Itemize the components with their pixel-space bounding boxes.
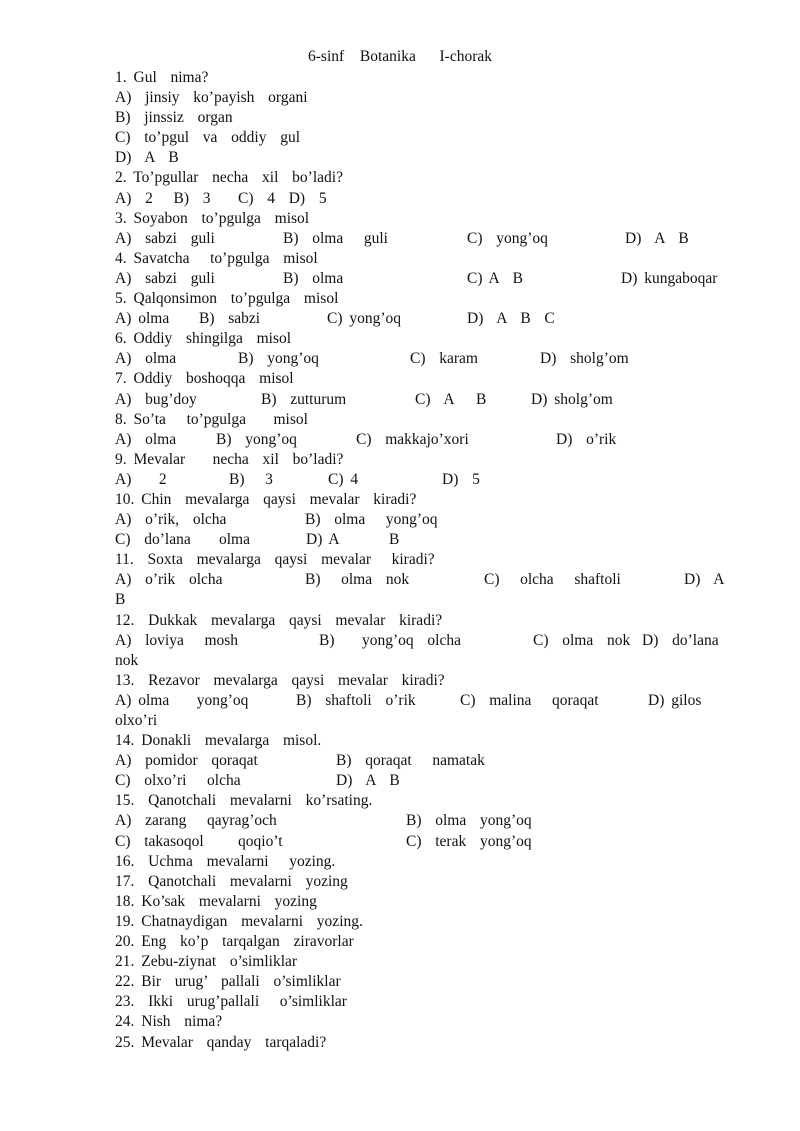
answer-option: D) A [306, 531, 340, 549]
text-line [115, 711, 727, 731]
answer-option: C) makkajo’xori [356, 430, 469, 448]
text-line [115, 189, 727, 209]
line-text: 19. Chatnaydigan mevalarni yozing. [115, 912, 363, 930]
answer-option: C) takasoqol qoqio’t [115, 832, 283, 850]
answer-option: A) olma [115, 310, 170, 328]
text-line [115, 349, 727, 369]
text-line [115, 550, 727, 570]
line-text: 24. Nish nima? [115, 1013, 223, 1031]
answer-option: A) sabzi guli [115, 229, 215, 247]
text-line [115, 470, 727, 490]
line-text: C) to’pgul va oddiy gul [115, 129, 301, 147]
text-line [115, 952, 727, 972]
text-line [115, 811, 727, 831]
text-line [115, 309, 727, 329]
answer-option: C) terak yong’oq [406, 832, 532, 850]
line-text: 14. Donakli mevalarga misol. [115, 732, 322, 750]
answer-option: A) o’rik, olcha [115, 511, 227, 529]
text-line [115, 691, 727, 711]
answer-option: B) shaftoli o’rik [296, 691, 416, 709]
text-line [115, 108, 727, 128]
answer-option: B) yong’oq [238, 350, 319, 368]
text-line [115, 832, 727, 852]
line-text: 22. Bir urug’ pallali o’simliklar [115, 973, 341, 991]
line-text: 6. Oddiy shingilga misol [115, 330, 292, 348]
question-list [115, 68, 727, 1053]
answer-option: D) A [684, 571, 725, 589]
answer-option: B) olma yong’oq [406, 812, 532, 830]
line-text: 1. Gul nima? [115, 69, 209, 86]
line-text: 15. Qanotchali mevalarni ko’rsating. [115, 792, 373, 810]
line-text: 21. Zebu-ziynat o’simliklar [115, 953, 298, 971]
text-line [115, 972, 727, 992]
answer-option: C) do’lana [115, 531, 191, 549]
answer-option: A) olma yong’oq [115, 691, 249, 709]
line-text: 13. Rezavor mevalarga qaysi mevalar kiradi? [115, 671, 445, 689]
text-line [115, 510, 727, 530]
text-line [115, 68, 727, 88]
text-line [115, 1012, 727, 1032]
text-line [115, 410, 727, 430]
text-line [115, 269, 727, 289]
text-line [115, 731, 727, 751]
line-text: nok [115, 651, 139, 669]
text-line [115, 490, 727, 510]
answer-option: B [476, 390, 487, 408]
answer-option: B) yong’oq olcha [319, 631, 461, 649]
line-text: B [115, 591, 126, 609]
line-text: 11. Soxta mevalarga qaysi mevalar kiradi? [115, 551, 435, 569]
answer-option: B) zutturum [261, 390, 347, 408]
text-line [115, 168, 727, 188]
answer-option: D) sholg’om [540, 350, 629, 368]
answer-option: A) zarang qayrag’och [115, 812, 277, 830]
line-text: 25. Mevalar qanday tarqaladi? [115, 1033, 327, 1051]
text-line [115, 872, 727, 892]
line-text: olxo’ri [115, 712, 158, 729]
text-line [115, 369, 727, 389]
answer-option: A) pomidor qoraqat [115, 752, 258, 770]
answer-option: B) olma [283, 269, 344, 287]
text-line [115, 430, 727, 450]
answer-option: A) bug’doy [115, 390, 197, 408]
line-text: 4. Savatcha to’pgulga misol [115, 249, 318, 267]
line-text: 20. Eng ko’p tarqalgan ziravorlar [115, 933, 354, 951]
line-text: 2. To’pgullar necha xil bo’ladi? [115, 169, 343, 187]
answer-option: B) olma guli [283, 229, 388, 247]
answer-option: A) 2 [115, 470, 167, 488]
text-line [115, 590, 727, 610]
text-line [115, 289, 727, 309]
text-line [115, 229, 727, 249]
line-text: A) jinsiy ko’payish organi [115, 89, 308, 107]
text-line [115, 791, 727, 811]
answer-option: olma [219, 531, 250, 549]
answer-option: C) olcha shaftoli [484, 571, 621, 589]
answer-option: C) olma nok [533, 631, 631, 649]
answer-option: C) A B [467, 269, 523, 287]
line-text: 9. Mevalar necha xil bo’ladi? [115, 450, 344, 468]
text-line [115, 1033, 727, 1053]
line-text: 10. Chin mevalarga qaysi mevalar kiradi? [115, 490, 417, 508]
text-line [115, 390, 727, 410]
answer-option: A) o’rik olcha [115, 571, 223, 589]
answer-option: A) loviya mosh [115, 631, 239, 649]
answer-option: D) 5 [442, 470, 480, 488]
answer-option: B) yong’oq [216, 430, 297, 448]
line-text: 16. Uchma mevalarni yozing. [115, 852, 336, 870]
answer-option: B) olma yong’oq [305, 511, 438, 529]
line-text: 7. Oddiy boshoqqa misol [115, 370, 294, 388]
line-text: 8. So’ta to’pgulga misol [115, 410, 308, 428]
answer-option: B) 3 [229, 470, 273, 488]
text-line [115, 892, 727, 912]
answer-option: C) 4 [328, 470, 359, 488]
answer-option: C) malina qoraqat [460, 691, 599, 709]
answer-option: C) A [415, 390, 455, 408]
answer-option: D) gilos [648, 691, 702, 709]
line-text: 18. Ko’sak mevalarni yozing [115, 892, 317, 910]
answer-option: D) A B C [467, 310, 555, 328]
text-line [115, 329, 727, 349]
answer-option: D) sholg’om [531, 390, 613, 408]
text-line [115, 852, 727, 872]
line-text: D) A B [115, 149, 179, 167]
text-line [115, 611, 727, 631]
line-text: 17. Qanotchali mevalarni yozing [115, 872, 348, 890]
text-line [115, 148, 727, 168]
text-line [115, 249, 727, 269]
answer-option: C) yong’oq [467, 229, 548, 247]
answer-option: C) karam [410, 350, 478, 368]
line-text: B) jinssiz organ [115, 109, 233, 127]
line-text: A) 2 B) 3 C) 4 D) 5 [115, 189, 327, 207]
answer-option: A) olma [115, 350, 177, 368]
line-text: 23. Ikki urug’pallali o’simliklar [115, 993, 347, 1011]
text-line [115, 570, 727, 590]
answer-option: C) yong’oq [327, 310, 402, 328]
answer-option: C) olxo’ri olcha [115, 772, 241, 790]
text-line [115, 450, 727, 470]
answer-option: D) A B [625, 229, 689, 247]
text-line [115, 631, 727, 651]
answer-option: B) olma nok [305, 571, 410, 589]
answer-option: B) qoraqat namatak [336, 752, 485, 770]
page-title: 6-sinf Botanika I-chorak [308, 48, 492, 65]
line-text: 3. Soyabon to’pgulga misol [115, 209, 310, 227]
text-line [115, 88, 727, 108]
text-line [115, 128, 727, 148]
text-line [115, 771, 727, 791]
answer-option: A) sabzi guli [115, 269, 215, 287]
text-line [115, 751, 727, 771]
answer-option: B [389, 531, 400, 549]
text-line [115, 651, 727, 671]
text-line [115, 209, 727, 229]
text-line [115, 530, 727, 550]
text-line [115, 912, 727, 932]
answer-option: D) o’rik [556, 430, 617, 448]
line-text: 12. Dukkak mevalarga qaysi mevalar kiradi? [115, 611, 443, 629]
answer-option: B) sabzi [199, 310, 261, 328]
answer-option: A) olma [115, 430, 177, 448]
text-line [115, 932, 727, 952]
answer-option: D) A B [336, 772, 400, 790]
text-line [115, 671, 727, 691]
text-line [115, 992, 727, 1012]
line-text: 5. Qalqonsimon to’pgulga misol [115, 290, 339, 308]
answer-option: D) do’lana [642, 631, 719, 649]
answer-option: D) kungaboqar [621, 269, 718, 287]
